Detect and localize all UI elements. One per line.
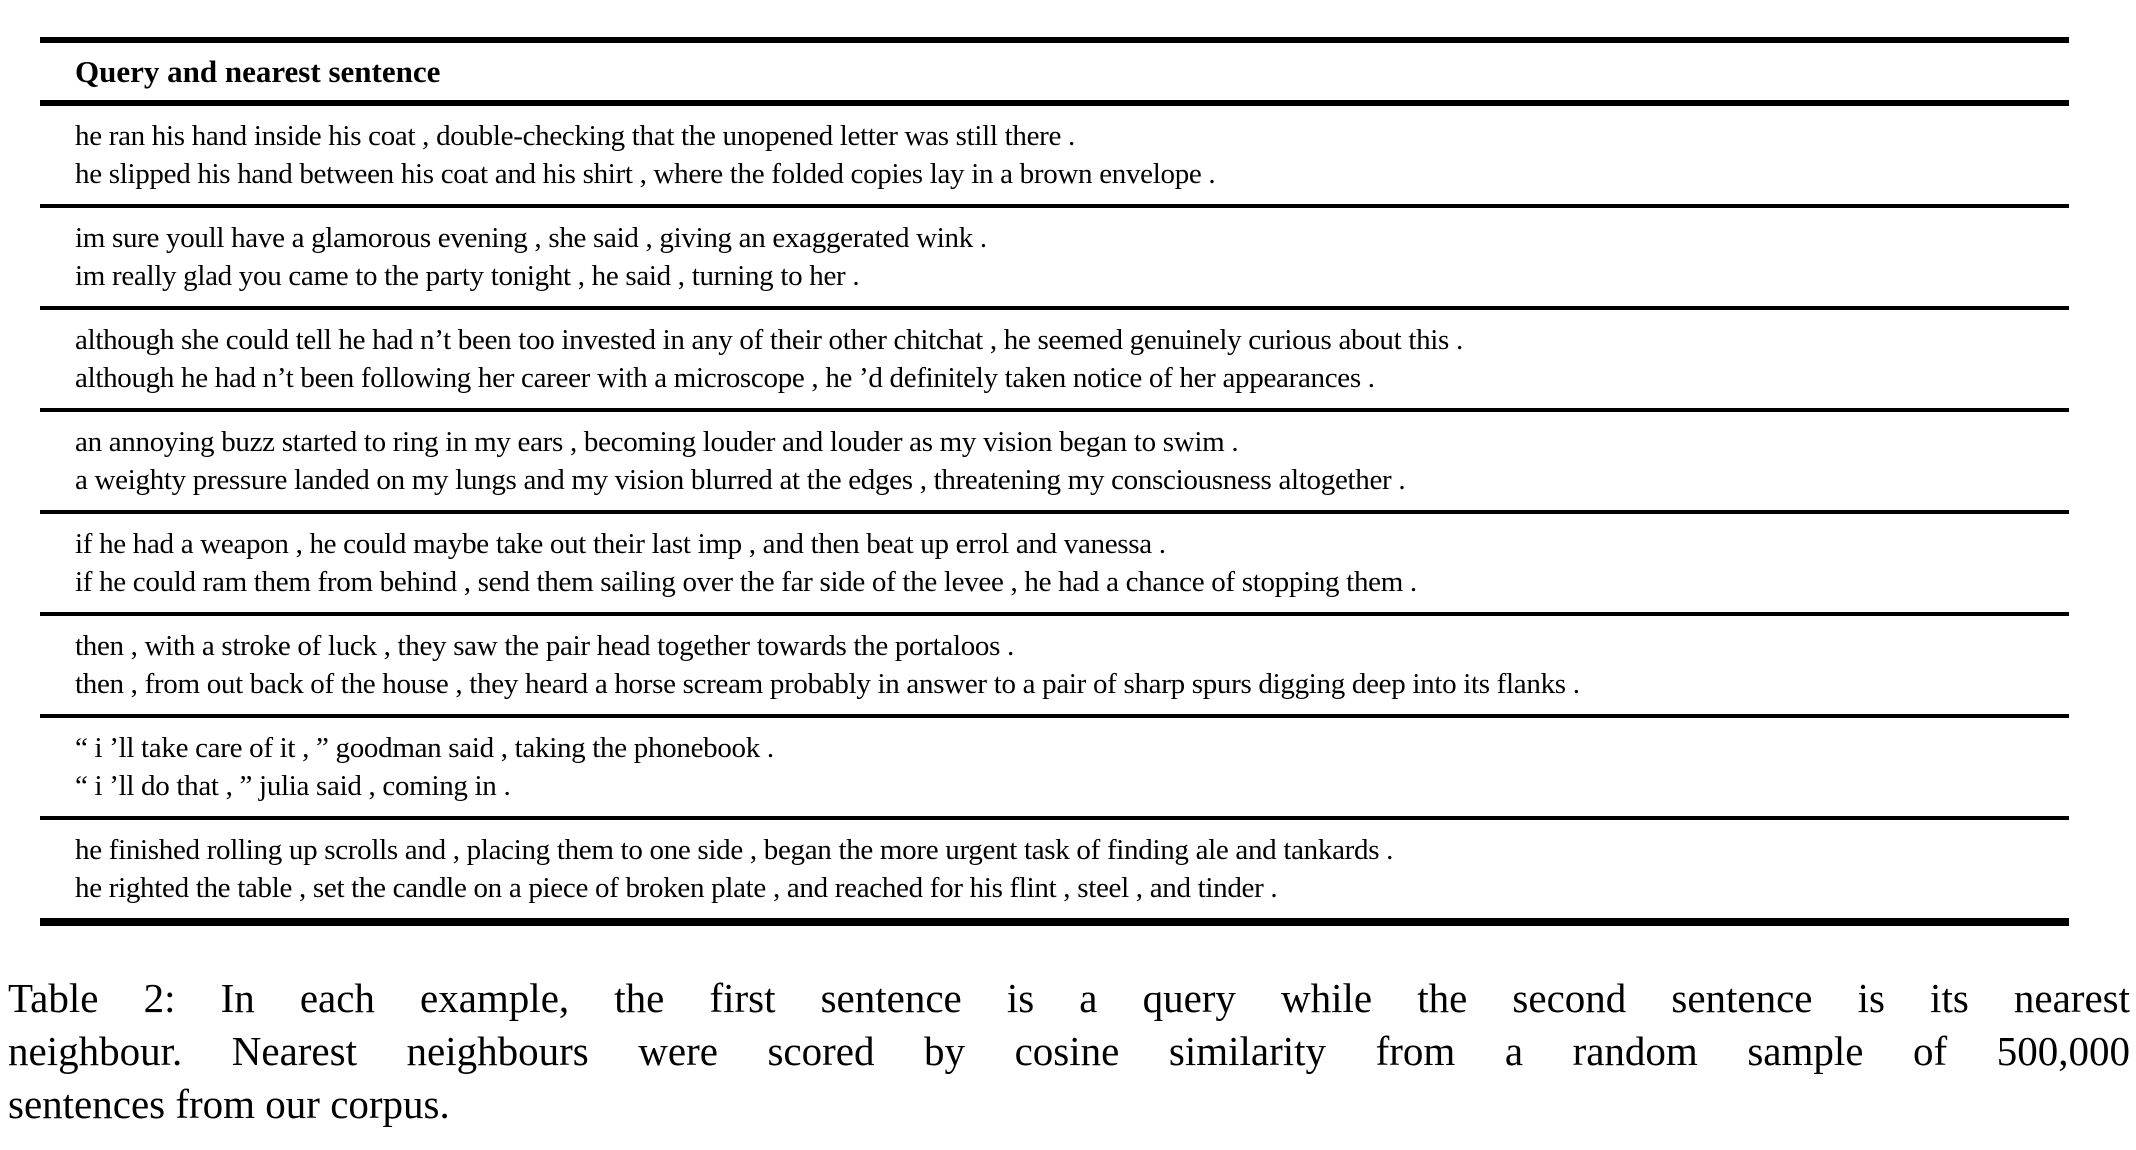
query-sentence: although she could tell he had n’t been too invested in any of their other chitchat , he seemed genuinely curious about this . [75,324,1463,356]
neighbour-sentence: then , from out back of the house , they heard a horse scream probably in answer to a pair of sharp spurs digging deep into its flanks . [75,668,1580,700]
table-column-header: Query and nearest sentence [40,43,2069,106]
caption-line: Table 2: In each example, the first sentence is a query while the second sentence is its nearest [8,975,2130,1021]
caption-line: neighbour. Nearest neighbours were scored by cosine similarity from a random sample of 500,000 [8,1028,2130,1074]
table-row [40,412,2069,514]
caption-line: sentences from our corpus. [8,1081,450,1127]
neighbour-sentence: a weighty pressure landed on my lungs and my vision blurred at the edges , threatening my consciousness altogether . [75,464,1406,496]
neighbour-sentence: im really glad you came to the party tonight , he said , turning to her . [75,260,860,292]
neighbour-sentence: he slipped his hand between his coat and his shirt , where the folded copies lay in a brown envelope . [75,158,1216,190]
neighbour-sentence: if he could ram them from behind , send them sailing over the far side of the levee , he had a chance of stopping them . [75,566,1417,598]
table-row [40,208,2069,310]
neighbour-sentence: although he had n’t been following her career with a microscope , he ’d definitely taken notice of her appearances . [75,362,1375,394]
neighbour-sentence: he righted the table , set the candle on a piece of broken plate , and reached for his flint , steel , and tinder . [75,872,1278,904]
query-sentence: an annoying buzz started to ring in my ears , becoming louder and louder as my vision began to swim . [75,426,1239,458]
table-row [40,616,2069,718]
query-sentence: “ i ’ll take care of it , ” goodman said , taking the phonebook . [75,732,774,764]
query-sentence: he finished rolling up scrolls and , placing them to one side , began the more urgent task of finding ale and tankards . [75,834,1394,866]
query-sentence: im sure youll have a glamorous evening , she said , giving an exaggerated wink . [75,222,987,254]
table-caption [8,972,2130,1131]
table-row [40,514,2069,616]
table-row [40,106,2069,208]
table-row [40,820,2069,918]
neighbour-sentence: “ i ’ll do that , ” julia said , coming in . [75,770,511,802]
query-sentence: he ran his hand inside his coat , double-checking that the unopened letter was still there . [75,120,1075,152]
query-sentence: if he had a weapon , he could maybe take out their last imp , and then beat up errol and vanessa . [75,528,1166,560]
query-nearest-sentence-table [40,37,2069,926]
table-row [40,718,2069,820]
table-row [40,310,2069,412]
query-sentence: then , with a stroke of luck , they saw the pair head together towards the portaloos . [75,630,1014,662]
